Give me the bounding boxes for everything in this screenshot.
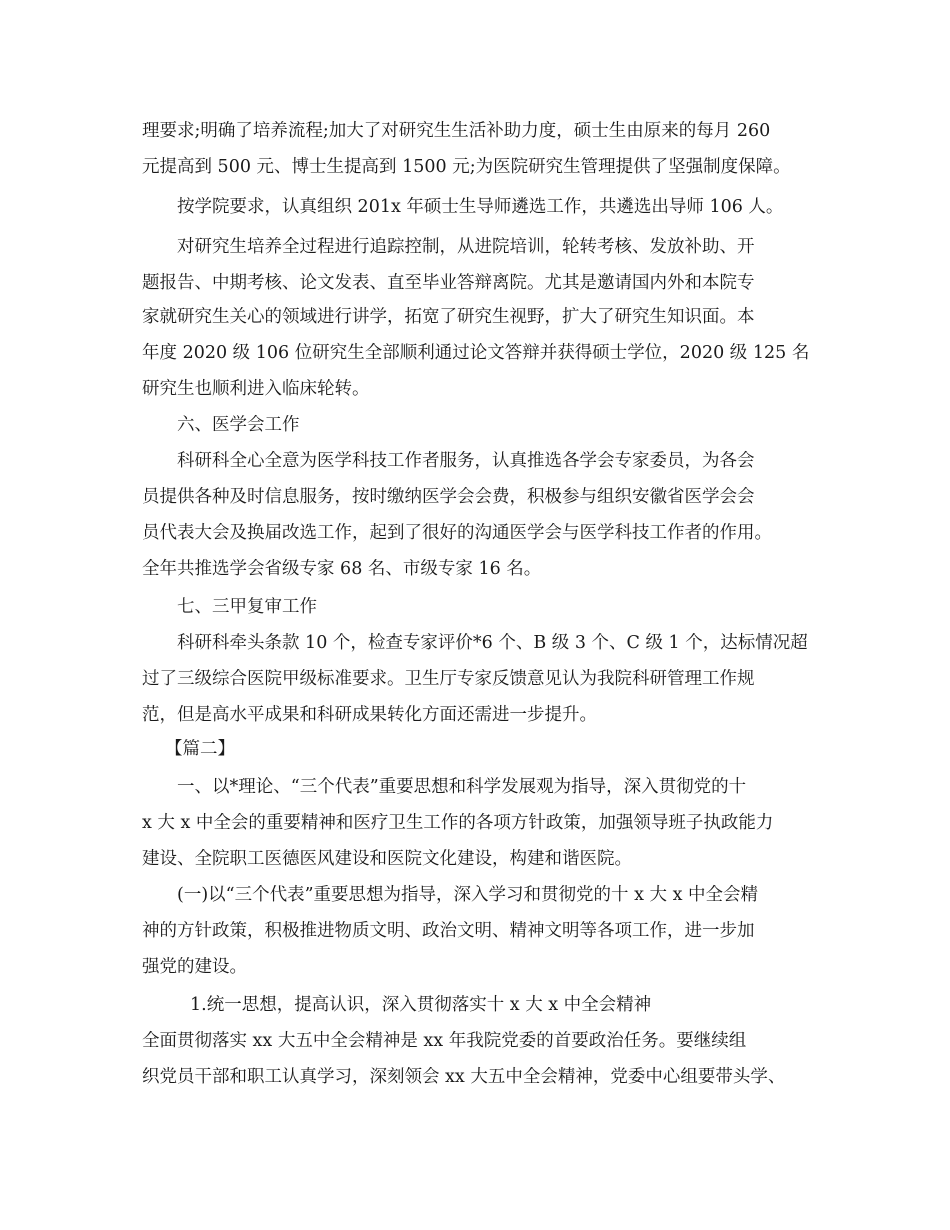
text-line: 年度 2020 级 106 位研究生全部顺利通过论文答辩并获得硕士学位，2020 级 125 名 — [142, 343, 810, 363]
text-line: 按学院要求，认真组织 201x 年硕士生导师遴选工作，共遴选出导师 106 人。 — [177, 197, 784, 217]
text-line: x 大 x 中全会的重要精神和医疗卫生工作的各项方针政策，加强领导班子执政能力 — [142, 813, 774, 833]
text-line: 科研科牵头条款 10 个，检查专家评价*6 个、B 级 3 个、C 级 1 个，达标情况超 — [177, 633, 808, 653]
text-line: 建设、全院职工医德医风建设和医院文化建设，构建和谐医院。 — [142, 849, 632, 869]
text-line: 题报告、中期考核、论文发表、直至毕业答辩离院。尤其是邀请国内外和本院专 — [142, 273, 755, 293]
section-heading: 六、医学会工作 — [177, 415, 300, 435]
text-line: 理要求;明确了培养流程;加大了对研究生生活补助力度，硕士生由原来的每月 260 — [142, 121, 771, 141]
text-line: 员代表大会及换届改选工作，起到了很好的沟通医学会与医学科技工作者的作用。 — [142, 523, 772, 543]
text-line: 全面贯彻落实 xx 大五中全会精神是 xx 年我院党委的首要政治任务。要继续组 — [142, 1031, 747, 1051]
text-line: 对研究生培养全过程进行追踪控制，从进院培训，轮转考核、发放补助、开 — [177, 237, 755, 257]
text-line: 家就研究生关心的领域进行讲学，拓宽了研究生视野，扩大了研究生知识面。本 — [142, 307, 755, 327]
subsection-heading: 1.统一思想，提高认识，深入贯彻落实十 x 大 x 中全会精神 — [190, 995, 652, 1015]
text-line: 过了三级综合医院甲级标准要求。卫生厅专家反馈意见认为我院科研管理工作规 — [142, 669, 755, 689]
text-line: 元提高到 500 元、博士生提高到 1500 元;为医院研究生管理提供了坚强制度保障。 — [142, 157, 791, 177]
text-line: 强党的建设。 — [142, 957, 247, 977]
text-line: 科研科全心全意为医学科技工作者服务，认真推选各学会专家委员，为各会 — [177, 451, 755, 471]
text-line: 员提供各种及时信息服务，按时缴纳医学会会费，积极参与组织安徽省医学会会 — [142, 487, 755, 507]
text-line: 全年共推选学会省级专家 68 名、市级专家 16 名。 — [142, 559, 542, 579]
section-heading: 七、三甲复审工作 — [177, 597, 317, 617]
text-line: 范，但是高水平成果和科研成果转化方面还需进一步提升。 — [142, 705, 597, 725]
text-line: 一、以*理论、“三个代表”重要思想和科学发展观为指导，深入贯彻党的十 — [177, 777, 747, 797]
part-heading: 【篇二】 — [165, 739, 235, 759]
text-line: 织党员干部和职工认真学习，深刻领会 xx 大五中全会精神，党委中心组要带头学、 — [142, 1067, 786, 1087]
text-line: 神的方针政策，积极推进物质文明、政治文明、精神文明等各项工作，进一步加 — [142, 921, 755, 941]
text-line: 研究生也顺利进入临床轮转。 — [142, 379, 370, 399]
text-line: (一)以“三个代表”重要思想为指导，深入学习和贯彻党的十 x 大 x 中全会精 — [177, 885, 759, 905]
